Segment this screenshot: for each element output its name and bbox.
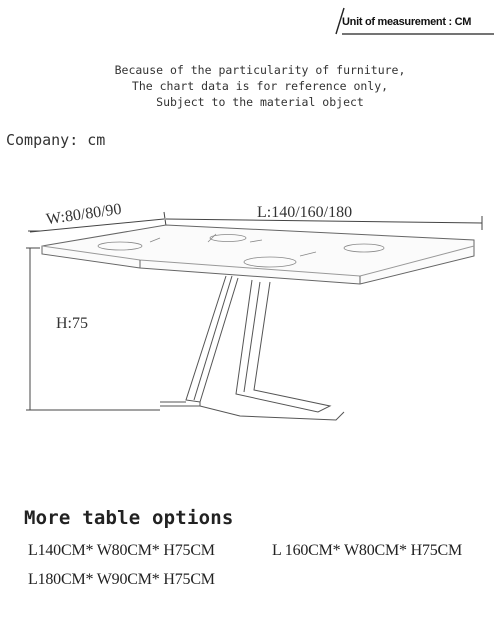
table-options-title: More table options — [24, 507, 234, 529]
table-dimension-drawing — [0, 180, 502, 450]
table-option-item: L140CM* W80CM* H75CM — [28, 542, 215, 559]
table-option-item: L180CM* W90CM* H75CM — [28, 571, 215, 588]
table-option-item: L 160CM* W80CM* H75CM — [272, 542, 463, 559]
disclaimer-line: Subject to the material object — [156, 95, 364, 109]
height-dimension-line — [26, 248, 160, 410]
table-top — [42, 225, 474, 284]
company-unit-label: Company: cm — [6, 131, 106, 149]
disclaimer-line: The chart data is for reference only, — [131, 79, 389, 93]
disclaimer-line: Because of the particularity of furniture, — [114, 63, 406, 77]
table-pedestal — [160, 276, 344, 420]
unit-of-measurement: Unit of measurement : CM — [342, 16, 472, 28]
width-dimension-label: W:80/80/90 — [45, 200, 123, 229]
disclaimer-text — [60, 62, 460, 110]
height-dimension-label: H:75 — [56, 315, 88, 332]
length-dimension-label: L:140/160/180 — [257, 204, 353, 221]
